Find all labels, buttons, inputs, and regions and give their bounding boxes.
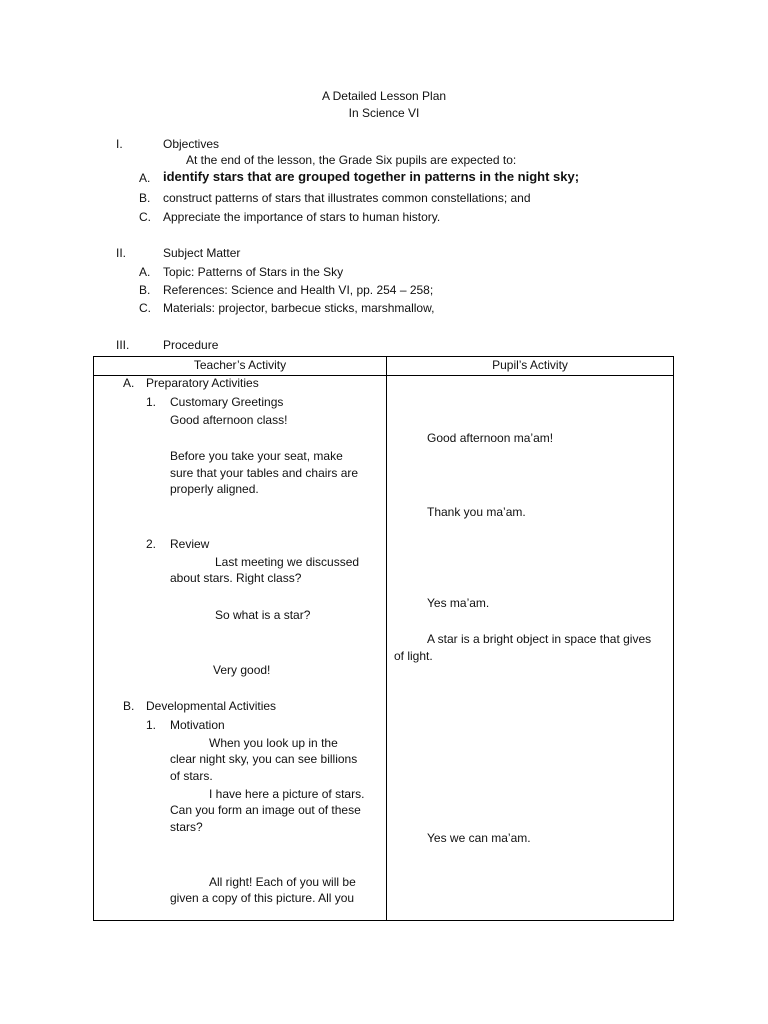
- teacher-review-line: about stars. Right class?: [170, 571, 302, 585]
- table-header-pupil: Pupil’s Activity: [492, 358, 568, 372]
- teacher-motivation: Motivation: [170, 718, 225, 732]
- pupil-response-star-definition: of light.: [394, 649, 433, 663]
- subject-item-topic: Topic: Patterns of Stars in the Sky: [163, 265, 344, 279]
- teacher-preparatory-activities: Preparatory Activities: [146, 376, 259, 390]
- section-heading-objectives: Objectives: [163, 137, 220, 151]
- pupil-response-thanks: Thank you ma’am.: [427, 505, 526, 519]
- objectives-intro: At the end of the lesson, the Grade Six pupils are expected to:: [186, 153, 517, 167]
- teacher-customary-greetings: Customary Greetings: [170, 395, 284, 409]
- teacher-motivation-line: stars?: [170, 820, 203, 834]
- objective-letter-c: C.: [139, 210, 151, 224]
- teacher-review: Review: [170, 537, 210, 551]
- section-heading-procedure: Procedure: [163, 338, 219, 352]
- objective-item-b: construct patterns of stars that illustrates common constellations; and: [163, 191, 531, 205]
- objective-letter-b: B.: [139, 191, 151, 205]
- subject-letter-c: C.: [139, 301, 151, 315]
- teacher-instruction-line: Before you take your seat, make: [170, 449, 343, 463]
- section-numeral-objectives: I.: [116, 137, 123, 151]
- subject-item-materials: Materials: projector, barbecue sticks, marshmallow,: [163, 301, 435, 315]
- teacher-motivation-line: When you look up in the: [209, 736, 338, 750]
- table-header-teacher: Teacher’s Activity: [193, 358, 287, 372]
- objective-item-a: identify stars that are grouped together in patterns in the night sky;: [163, 169, 580, 184]
- teacher-motivation-line: of stars.: [170, 769, 213, 783]
- teacher-developmental-activities: Developmental Activities: [146, 699, 277, 713]
- teacher-num-greetings: 1.: [146, 395, 157, 409]
- teacher-review-line: Last meeting we discussed: [215, 555, 360, 569]
- teacher-motivation-line: All right! Each of you will be: [209, 875, 356, 889]
- teacher-letter-b: B.: [123, 699, 135, 713]
- teacher-motivation-line: given a copy of this picture. All you: [170, 891, 355, 905]
- pupil-response-can: Yes we can ma’am.: [427, 831, 531, 845]
- section-heading-subject: Subject Matter: [163, 246, 241, 260]
- teacher-num-review: 2.: [146, 537, 157, 551]
- teacher-greeting-line: Good afternoon class!: [170, 413, 288, 427]
- section-numeral-procedure: III.: [116, 338, 130, 352]
- teacher-motivation-line: clear night sky, you can see billions: [170, 752, 358, 766]
- teacher-motivation-line: Can you form an image out of these: [170, 803, 361, 817]
- pupil-response-greeting: Good afternoon ma’am!: [427, 431, 554, 445]
- teacher-instruction-line: sure that your tables and chairs are: [170, 466, 359, 480]
- subject-letter-b: B.: [139, 283, 151, 297]
- pupil-response-yes: Yes ma’am.: [427, 596, 490, 610]
- teacher-letter-a: A.: [123, 376, 135, 390]
- teacher-num-motivation: 1.: [146, 718, 157, 732]
- pupil-response-star-definition: A star is a bright object in space that gives: [427, 632, 652, 646]
- subject-letter-a: A.: [139, 265, 151, 279]
- teacher-motivation-line: I have here a picture of stars.: [209, 787, 365, 801]
- table-column-divider: [386, 357, 387, 920]
- teacher-review-praise: Very good!: [213, 663, 271, 677]
- objective-item-c: Appreciate the importance of stars to human history.: [163, 210, 441, 224]
- section-numeral-subject: II.: [116, 246, 127, 260]
- page-subtitle: In Science VI: [348, 106, 420, 120]
- page-title: A Detailed Lesson Plan: [321, 89, 447, 103]
- objective-letter-a: A.: [139, 171, 151, 185]
- subject-item-references: References: Science and Health VI, pp. 254 – 258;: [163, 283, 434, 297]
- teacher-instruction-line: properly aligned.: [170, 482, 259, 496]
- teacher-review-question: So what is a star?: [215, 608, 311, 622]
